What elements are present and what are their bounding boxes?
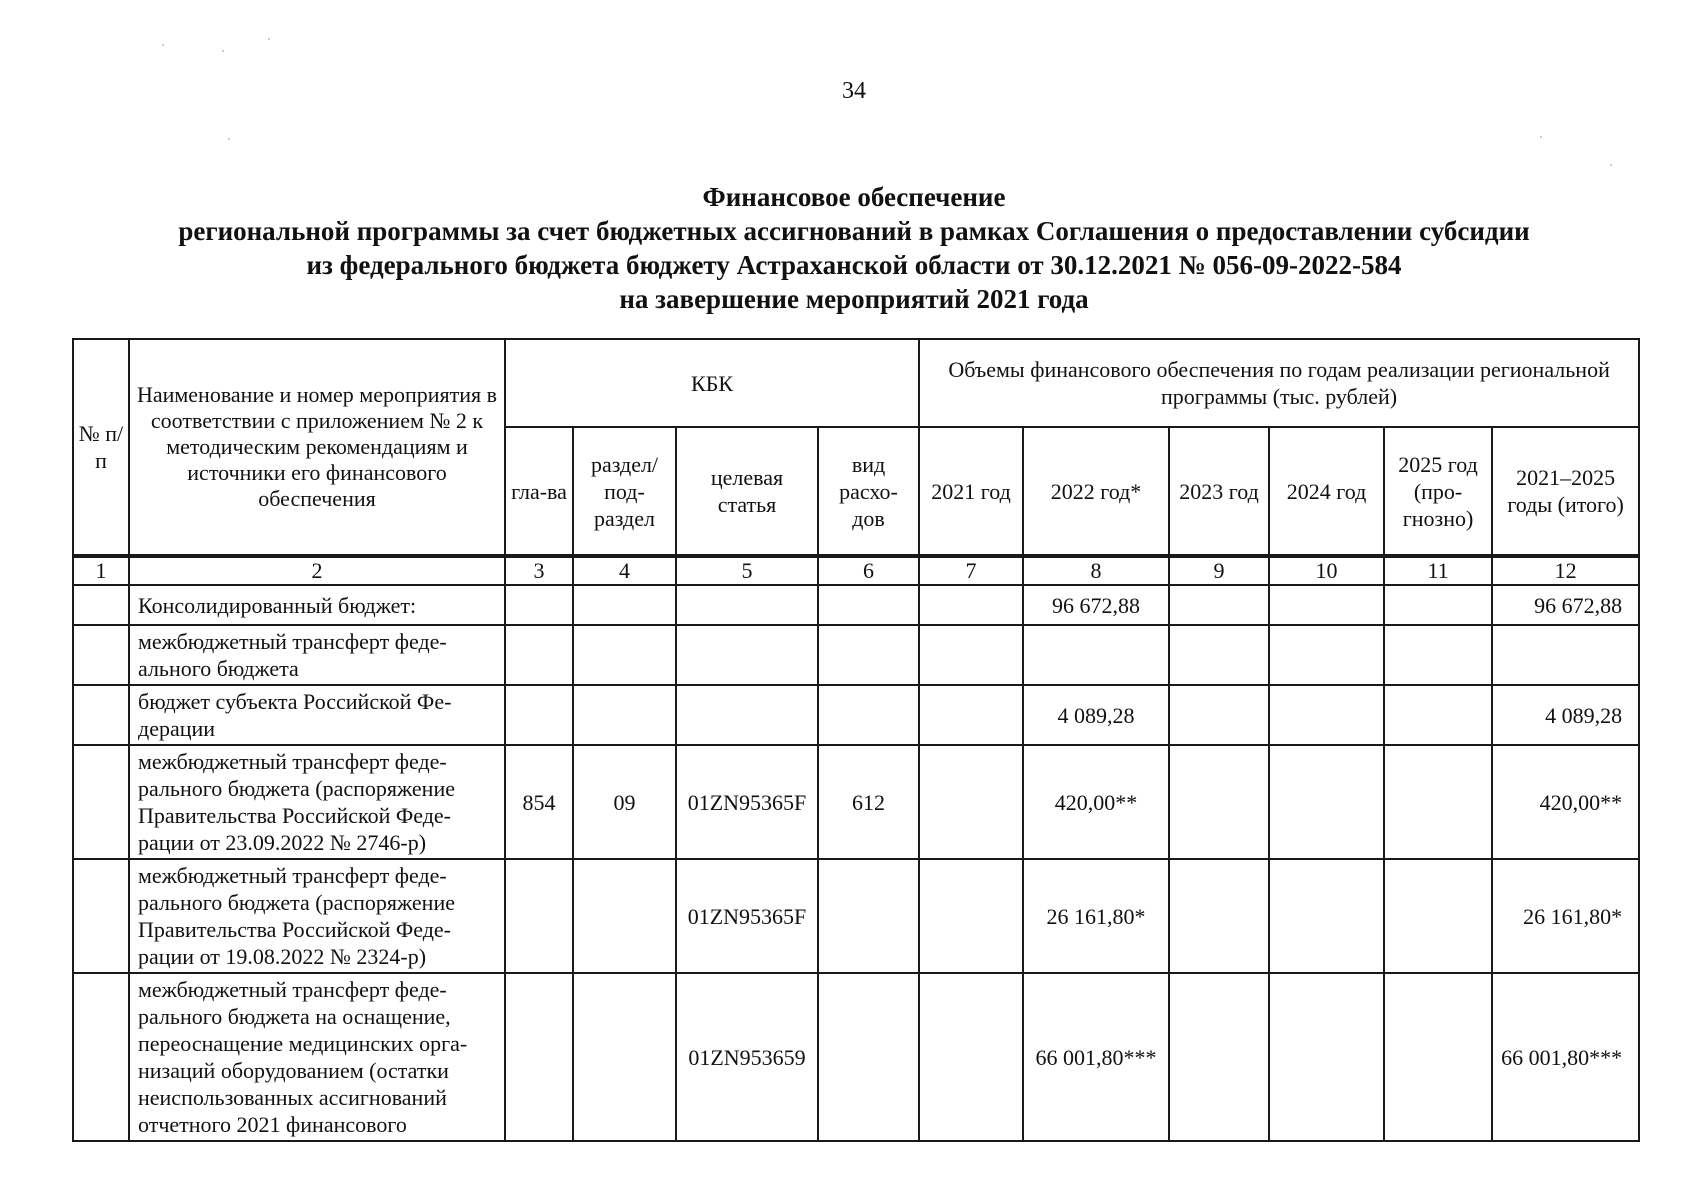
header-celevaya: целевая статья (676, 427, 818, 556)
column-number: 9 (1169, 556, 1269, 585)
table-row (73, 585, 1639, 625)
row-name: межбюджетный трансферт феде-рального бюджета (распоряжение Правительства Российской Феде-рации от 19.08.2022 № 2324-р) (129, 859, 505, 973)
header-volumes: Объемы финансового обеспечения по годам реализации региональной программы (тыс. рублей) (919, 339, 1639, 427)
row-total (1492, 625, 1639, 685)
header-glava: гла-ва (505, 427, 573, 556)
row-2025 (1384, 685, 1492, 745)
header-razdel: раздел/ под-раздел (573, 427, 676, 556)
scan-speck (228, 138, 230, 140)
column-number: 10 (1269, 556, 1384, 585)
scan-speck (1540, 136, 1542, 138)
row-total: 66 001,80*** (1492, 973, 1639, 1141)
row-razdel (573, 585, 676, 625)
row-celevaya: 01ZN953659 (676, 973, 818, 1141)
row-vid (818, 859, 919, 973)
row-2024 (1269, 973, 1384, 1141)
row-2023 (1169, 745, 1269, 859)
column-number: 5 (676, 556, 818, 585)
row-vid: 612 (818, 745, 919, 859)
row-glava (505, 973, 573, 1141)
title-line-4: на завершение мероприятий 2021 года (619, 284, 1089, 314)
column-number: 1 (73, 556, 129, 585)
title-line-3: из федерального бюджета бюджету Астраханской области от 30.12.2021 № 056-09-2022-584 (306, 250, 1402, 280)
row-2022: 26 161,80* (1023, 859, 1169, 973)
column-number: 7 (919, 556, 1023, 585)
table-row (73, 745, 1639, 859)
table-row (73, 973, 1639, 1141)
header-2021: 2021 год (919, 427, 1023, 556)
row-2023 (1169, 585, 1269, 625)
scan-speck (162, 44, 164, 46)
document-title (0, 180, 1708, 316)
row-total: 420,00** (1492, 745, 1639, 859)
row-2023 (1169, 625, 1269, 685)
column-number: 6 (818, 556, 919, 585)
row-2024 (1269, 859, 1384, 973)
table-row (73, 625, 1639, 685)
row-2023 (1169, 685, 1269, 745)
row-vid (818, 973, 919, 1141)
row-celevaya: 01ZN95365F (676, 745, 818, 859)
row-2021 (919, 685, 1023, 745)
header-2025: 2025 год (про-гнозно) (1384, 427, 1492, 556)
row-2025 (1384, 973, 1492, 1141)
page-number: 34 (842, 78, 866, 104)
row-celevaya (676, 585, 818, 625)
title-line-1: Финансовое обеспечение (702, 182, 1006, 212)
row-glava (505, 585, 573, 625)
row-celevaya (676, 685, 818, 745)
header-name: Наименование и номер мероприятия в соответствии с приложением № 2 к методическим рекомендациям и источники его финансового обеспечения (129, 339, 505, 556)
title-line-2: региональной программы за счет бюджетных ассигнований в рамках Соглашения о предоставлении субсидии (178, 216, 1530, 246)
row-razdel (573, 625, 676, 685)
row-2022: 420,00** (1023, 745, 1169, 859)
row-num (73, 859, 129, 973)
scan-speck (1610, 164, 1612, 166)
row-num (73, 685, 129, 745)
row-2022: 96 672,88 (1023, 585, 1169, 625)
row-num (73, 585, 129, 625)
header-kbk: КБК (505, 339, 919, 427)
header-vid: вид расхо-дов (818, 427, 919, 556)
column-number: 2 (129, 556, 505, 585)
row-name: межбюджетный трансферт феде-ального бюджета (129, 625, 505, 685)
row-celevaya: 01ZN95365F (676, 859, 818, 973)
column-number: 4 (573, 556, 676, 585)
row-2024 (1269, 625, 1384, 685)
row-glava (505, 685, 573, 745)
row-2021 (919, 625, 1023, 685)
header-2023: 2023 год (1169, 427, 1269, 556)
row-2022 (1023, 625, 1169, 685)
row-2023 (1169, 859, 1269, 973)
row-num (73, 745, 129, 859)
row-num (73, 625, 129, 685)
row-total: 4 089,28 (1492, 685, 1639, 745)
row-razdel (573, 859, 676, 973)
row-razdel: 09 (573, 745, 676, 859)
table-header-row-1 (73, 339, 1639, 427)
column-number: 12 (1492, 556, 1639, 585)
column-number: 11 (1384, 556, 1492, 585)
row-2022: 4 089,28 (1023, 685, 1169, 745)
row-razdel (573, 685, 676, 745)
header-total: 2021–2025 годы (итого) (1492, 427, 1639, 556)
row-2024 (1269, 685, 1384, 745)
header-2022: 2022 год* (1023, 427, 1169, 556)
row-2023 (1169, 973, 1269, 1141)
row-2021 (919, 859, 1023, 973)
column-number: 8 (1023, 556, 1169, 585)
row-name: бюджет субъекта Российской Фе-дерации (129, 685, 505, 745)
row-total: 96 672,88 (1492, 585, 1639, 625)
row-glava: 854 (505, 745, 573, 859)
table-row (73, 859, 1639, 973)
header-2024: 2024 год (1269, 427, 1384, 556)
row-2025 (1384, 745, 1492, 859)
row-celevaya (676, 625, 818, 685)
row-num (73, 973, 129, 1141)
row-vid (818, 585, 919, 625)
row-vid (818, 625, 919, 685)
row-name: Консолидированный бюджет: (129, 585, 505, 625)
row-2024 (1269, 745, 1384, 859)
row-razdel (573, 973, 676, 1141)
row-name: межбюджетный трансферт феде-рального бюджета (распоряжение Правительства Российской Феде-рации от 23.09.2022 № 2746-р) (129, 745, 505, 859)
row-glava (505, 859, 573, 973)
row-2025 (1384, 585, 1492, 625)
row-2022: 66 001,80*** (1023, 973, 1169, 1141)
financing-table (72, 338, 1640, 1142)
column-number-row (73, 556, 1639, 585)
row-2021 (919, 585, 1023, 625)
table-row (73, 685, 1639, 745)
row-vid (818, 685, 919, 745)
column-number: 3 (505, 556, 573, 585)
row-2024 (1269, 585, 1384, 625)
row-2021 (919, 745, 1023, 859)
scan-speck (268, 38, 270, 40)
row-total: 26 161,80* (1492, 859, 1639, 973)
scan-speck (222, 50, 224, 52)
header-num: № п/п (73, 339, 129, 556)
row-2025 (1384, 859, 1492, 973)
row-name: межбюджетный трансферт феде-рального бюджета на оснащение, переоснащение медицинских орга-низаций оборудованием (остатки неиспользованных ассигнований отчетного 2021 финансового (129, 973, 505, 1141)
row-2025 (1384, 625, 1492, 685)
row-2021 (919, 973, 1023, 1141)
row-glava (505, 625, 573, 685)
